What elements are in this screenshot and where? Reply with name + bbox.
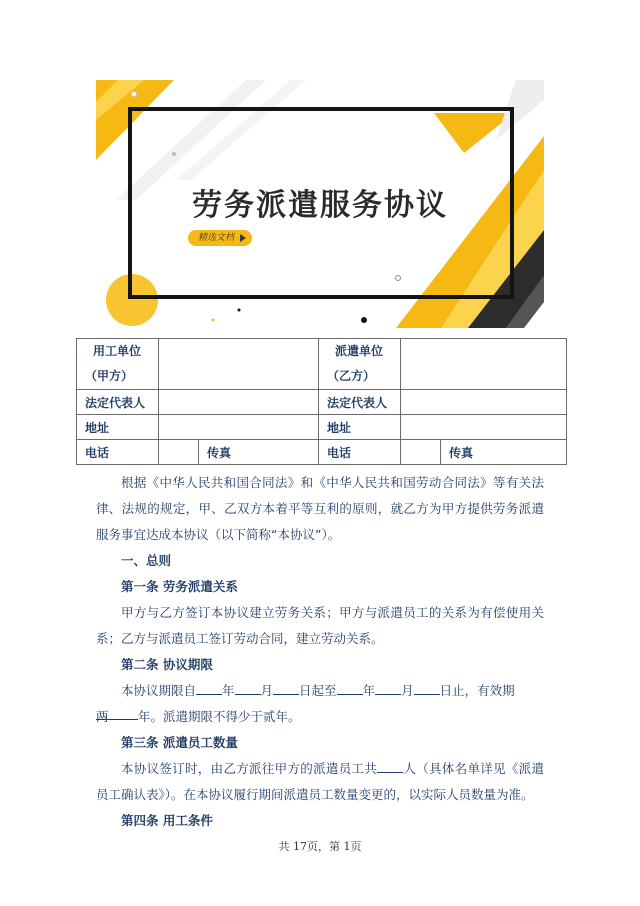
article-4-title: 第四条 用工条件 — [121, 813, 213, 828]
dispatcher-fax-label: 传真 — [441, 440, 567, 465]
table-row — [77, 390, 567, 415]
dispatcher-value-cell[interactable] — [401, 339, 567, 390]
employer-phone-value[interactable] — [159, 440, 199, 465]
end-month-blank[interactable] — [375, 679, 401, 695]
employer-legal-rep-value[interactable] — [159, 390, 319, 415]
duration-blank[interactable]: 两 — [96, 704, 138, 720]
cover-banner — [96, 80, 544, 328]
employer-address-value[interactable] — [159, 415, 319, 440]
start-month-blank[interactable] — [235, 679, 261, 695]
end-day-blank[interactable] — [414, 679, 440, 695]
employer-role: （甲方） — [85, 369, 134, 383]
article-2-suffix: 年。派遣期限不得少于贰年。 — [138, 709, 301, 724]
employer-label: 用工单位 — [93, 344, 142, 358]
party-info-table — [76, 338, 567, 465]
article-2-text — [96, 678, 544, 730]
article-3-title: 第三条 派遣员工数量 — [121, 735, 238, 750]
table-row — [77, 415, 567, 440]
document-title: 劳务派遣服务协议 — [192, 188, 448, 223]
worker-count-blank[interactable] — [377, 757, 403, 773]
article-3-prefix: 本协议签订时，由乙方派往甲方的派遣员工共 — [121, 761, 378, 776]
year-label: 年 — [222, 683, 235, 698]
dispatcher-label: 派遣单位 — [335, 344, 384, 358]
end-year-blank[interactable] — [337, 679, 363, 695]
agreement-body — [96, 470, 544, 834]
article-2-title: 第二条 协议期限 — [121, 657, 213, 672]
start-year-blank[interactable] — [196, 679, 222, 695]
month-label: 月 — [260, 683, 274, 698]
employer-legal-rep-label: 法定代表人 — [77, 390, 159, 415]
dispatcher-legal-rep-value[interactable] — [401, 390, 567, 415]
start-day-blank[interactable] — [273, 679, 299, 695]
employer-address-label: 地址 — [77, 415, 159, 440]
until-label: 日止，有效期 — [439, 683, 515, 698]
table-row — [77, 440, 567, 465]
month-label: 月 — [401, 683, 414, 698]
dispatcher-legal-rep-label: 法定代表人 — [319, 390, 401, 415]
dispatcher-label-cell — [319, 339, 401, 390]
dispatcher-address-value[interactable] — [401, 415, 567, 440]
section-heading: 一、总则 — [121, 553, 172, 568]
article-1-text: 甲方与乙方签订本协议建立劳务关系；甲方与派遣员工的关系为有偿使用关系；乙方与派遣员工签订劳动合同，建立劳动关系。 — [96, 605, 544, 646]
article-1-title: 第一条 劳务派遣关系 — [121, 579, 238, 594]
dispatcher-phone-value[interactable] — [401, 440, 441, 465]
dispatcher-role: （乙方） — [327, 369, 376, 383]
page-number: 共 17页，第 1页 — [278, 840, 362, 853]
article-2-prefix: 本协议期限自 — [121, 683, 197, 698]
from-label: 日起至 — [299, 683, 337, 698]
employer-label-cell — [77, 339, 159, 390]
dispatcher-address-label: 地址 — [319, 415, 401, 440]
article-3-text — [96, 756, 544, 808]
employer-phone-label: 电话 — [77, 440, 159, 465]
employer-value-cell[interactable] — [159, 339, 319, 390]
intro-paragraph: 根据《中华人民共和国合同法》和《中华人民共和国劳动合同法》等有关法律、法规的规定，甲、乙双方本着平等互利的原则，就乙方为甲方提供劳务派遣服务事宜达成本协议（以下简称“本协议”）。 — [96, 475, 544, 542]
employer-fax-label: 传真 — [199, 440, 319, 465]
year-label: 年 — [362, 683, 376, 698]
article-3-suffix: 人（具体名单详见《派遣员工确认表》）。在本协议履行期间派遣员工数量变更的，以实际人员数量为准。 — [96, 761, 544, 802]
dispatcher-phone-label: 电话 — [319, 440, 401, 465]
document-tag: 精选文档 — [188, 230, 252, 246]
